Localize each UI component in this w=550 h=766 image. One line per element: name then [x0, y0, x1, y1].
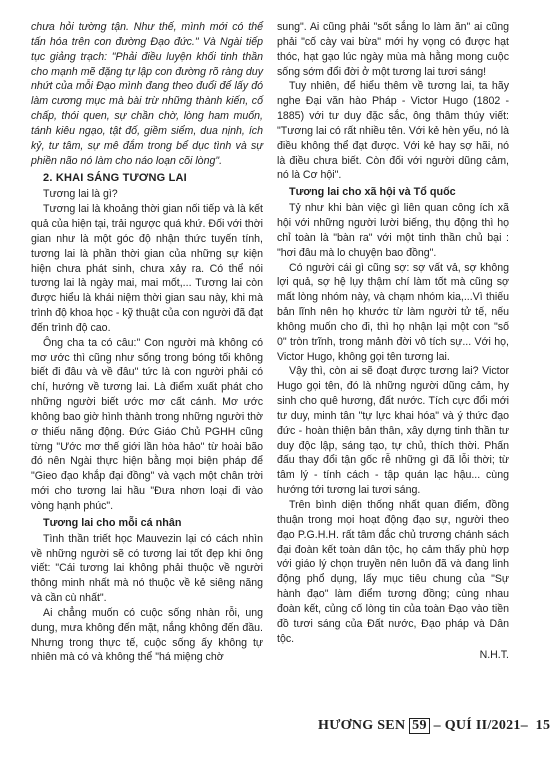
paragraph: Có người cái gì cũng sợ: sợ vất vả, sợ không lợi quả, sợ hệ lụy thậm chí làm tốt mà cũng sợ mất lòng nhóm này, và chạm nhóm kia,...Vì thiếu bản lĩnh nên họ khước từ làm người tử tế, nếu không muốn cho đi, thì họ nhận lại một con "số 0" tròn trĩnh, trong mảnh đời vô tích sự... Với họ, Victor Hugo, không gọi tên tương lai.	[277, 261, 509, 363]
left-column	[31, 20, 263, 665]
magazine-name: HƯƠNG SEN	[318, 718, 406, 733]
page-number: 15	[535, 718, 550, 733]
paragraph: Tỷ như khi bàn việc gì liên quan công ích xã hội với những người lười biếng, thụ động thì họ chỉ toàn là "bàn ra" với một tinh thần chủ bại : "hơi đâu mà lo chuyện bao đồng".	[277, 202, 509, 259]
paragraph: Tuy nhiên, để hiểu thêm về tương lai, ta hãy nghe Đại văn hào Pháp - Victor Hugo (1802 - 1885) với tư duy đặc sắc, ông thâm thúy viết: "Tương lai có rất nhiều tên. Với kẻ hèn yếu, nó là điều không thể đạt được. Với kẻ hay sợ hãi, nó là điều chưa biết. Còn đối với người dũng cảm, nó là Cơ hội".	[277, 80, 509, 182]
paragraph: chưa hỏi tường tận. Như thế, mình mới có thể tấn hóa trên con đường Đạo đức." Và Ngài tiếp tục giảng trạch: "Phải điều luyện khối tinh thần cho mạnh mẽ đặng tự lập con đường rõ ràng duy nhứt của mỗi Đạo mình đang theo đuổi để lấy đó làm cương mục mà bài trừ những thành kiến, cố chấp, thói quen, sự chần chờ, lòng ham muốn, tánh kiêu ngạo, tật đố, giềm siểm, dua nịnh, ích kỷ, tư tâm, sự mê đắm trong bể dục tình và sự phiền não nó làm cho náo loạn cõi lòng".	[31, 21, 263, 167]
paragraph: Trên bình diện thống nhất quan điểm, đồng thuận trong mọi hoạt động đạo sự, người theo đạo P.G.H.H. rất tâm đắc chủ trương chánh sách đại đoàn kết toàn dân tộc, họ cảm thấy phù hợp với giáo lý chọn truyền nên luôn đã và đang linh động phổ dụng, lấy mục tiêu chung của "Sự hành đạo" làm điểm tương đồng; cùng nhau đoàn kết, củng cố lòng tin của toàn Đạo vào tiền đồ tươi sáng của Đất nước, Đạo pháp và Dân tộc.	[277, 499, 509, 645]
paragraph: Ông cha ta có câu:" Con người mà không có mơ ước thì cũng như sống trong bóng tối không biết đi đâu và về đâu" tức là con người phải có chí, hướng về tương lai. Là điểm xuất phát cho những người biết ước mơ cất cánh. Mơ ước không bao giờ hình thành trong những người thờ ơ thiếu năng động. Đức Giáo Chủ PGHH cũng từng "Ước mơ thế giới lần hòa hảo" từ hoài bão đó nên Ngài thực hiện bằng mọi biện pháp để "Gieo đạo khắp đại đồng" và vạch một chân trời mới cho tương lai hầu "Đưa nhơn loại đi vào vòng hạnh phúc".	[31, 336, 263, 512]
paragraph: Tương lai là gì?	[43, 188, 118, 201]
paragraph: Tình thần triết học Mauvezin lại có cách nhìn về những người sẽ có tương lai tốt đẹp khi ông viết: "Cái tương lai không phải thuộc về người thông minh nhất mà nó thuộc về kẻ siêng năng và cần cù nhất".	[31, 532, 263, 605]
page-footer	[318, 718, 550, 734]
right-column	[277, 20, 509, 663]
paragraph: sung". Ai cũng phải "sốt sắng lo làm ăn" ai cũng phải "cố cày vai bừa" mới hy vọng có được hạt thóc, hạt gạo lúc ngày mùa mà hằng mong cuộc sống sớm đổi đời ở một tương lai tươi sáng!	[277, 21, 509, 78]
subsection-heading: Tương lai cho xã hội và Tổ quốc	[289, 186, 456, 199]
issue-number: 59	[409, 718, 430, 734]
section-heading: 2. KHAI SÁNG TƯƠNG LAI	[43, 172, 187, 185]
paragraph: Vậy thì, còn ai sẽ đoạt được tương lai? Victor Hugo gọi tên, đó là những người dũng cảm, hy sinh cho quê hương, đất nước. Tích cực đổi mới tư duy, minh tân "tự lực khai hóa" và ý thức đạo đức - hoàn thiện bản thân, xây dựng tinh thần tư duy độc lập, sáng tạo, tự chủ, thích thời. Phấn đấu thay đổi tận gốc rễ những gì đã lỗi thời; từ tâm lý - tính cách - tập quán lạc hậu... cùng hướng tới tương lai tươi sáng.	[277, 365, 509, 497]
paragraph: Tương lai là khoảng thời gian nối tiếp và là kết quả của hiện tại, trải ngược quá khứ. Đối với thời gian như là một góc độ nhận thức tuyến tính, tương lai là phần thời gian của những sự kiện hiện chưa phát sinh, chưa xảy ra. Có thể nói tương lai là ngày mai, mai mốt,... Tương lai còn được hiểu là khái niệm thời gian sau này, khi mà trình độ khoa học - kỹ thuật của con người đã đạt đến trình độ cao.	[31, 203, 263, 334]
issue-quarter: – QUÍ II/2021–	[433, 718, 529, 733]
paragraph: Ai chẳng muốn có cuộc sống nhàn rỗi, ung dung, mưa không đến mặt, nắng không đến đầu. Nhưng trong thực tế, cuộc sống ấy không tự nhiên mà có và không thể "há miệng chờ	[31, 606, 263, 664]
author-signature: N.H.T.	[479, 649, 509, 662]
subsection-heading: Tương lai cho mỗi cá nhân	[43, 516, 182, 529]
